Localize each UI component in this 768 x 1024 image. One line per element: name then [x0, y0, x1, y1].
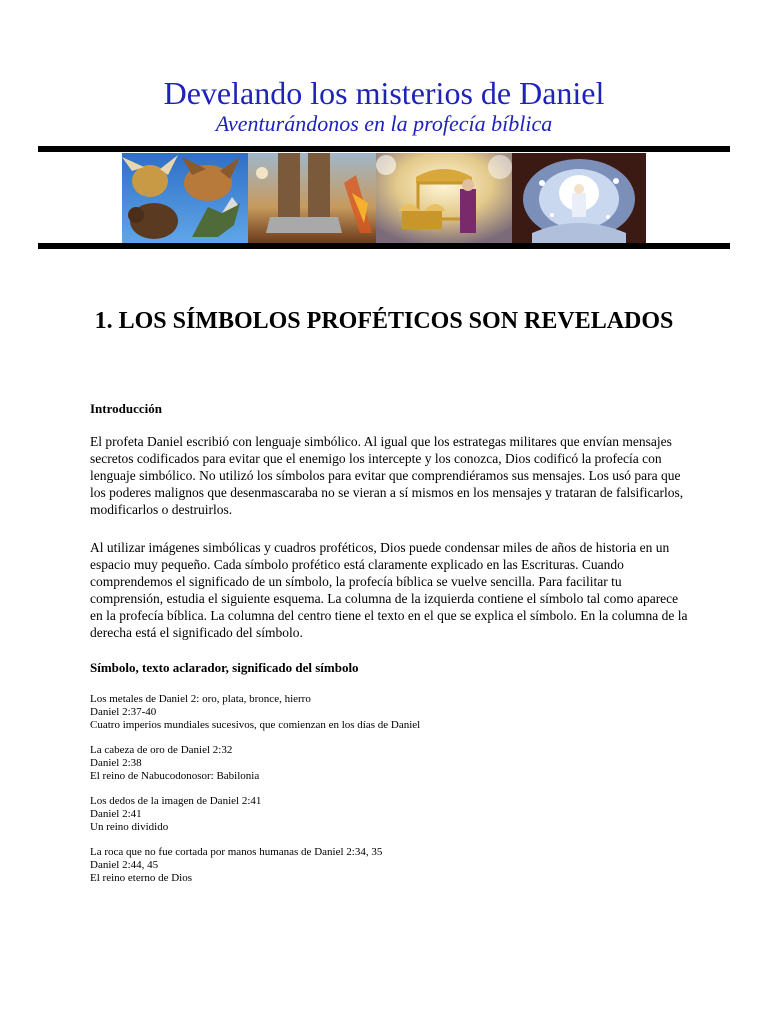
symbol-cell: La roca que no fue cortada por manos humanas de Daniel 2:34, 35: [90, 846, 383, 858]
list-item: [90, 693, 690, 732]
symbol-cell: Los metales de Daniel 2: oro, plata, bronce, hierro: [90, 693, 311, 705]
meaning-cell: Cuatro imperios mundiales sucesivos, que comienzan en los días de Daniel: [90, 719, 421, 731]
meaning-cell: El reino eterno de Dios: [90, 872, 193, 884]
text-cell: Daniel 2:38: [90, 757, 142, 769]
table-label: Símbolo, texto aclarador, significado del símbolo: [90, 660, 359, 675]
lesson-heading: 1. LOS SÍMBOLOS PROFÉTICOS SON REVELADOS: [94, 308, 674, 334]
text-cell: Daniel 2:37-40: [90, 706, 157, 718]
document-title: Develando los misterios de Daniel: [163, 75, 605, 111]
heavenly-throne-image: [512, 153, 646, 243]
list-item: [90, 795, 690, 834]
statue-feet-image: [248, 153, 376, 243]
banner-image-strip: [122, 153, 646, 243]
text-cell: Daniel 2:41: [90, 808, 142, 820]
symbol-cell: Los dedos de la imagen de Daniel 2:41: [90, 795, 262, 807]
document-subtitle: Aventurándonos en la profecía bíblica: [215, 111, 553, 136]
list-item: [90, 846, 690, 885]
banner-top-rule: [38, 146, 730, 152]
intro-paragraph: El profeta Daniel escribió con lenguaje simbólico. Al igual que los estrategas militares que envían mensajes secretos codificados para evitar que el enemigo los intercepte y los conozca, Dios codificó la profecía con lenguaje simbólico. No utilizó los símbolos para evitar que comprendiéramos sus mensajes. Los usó para que los poderes malignos que desenmascaraba no se vieran a sí mismos en los mensajes y trataran de falsificarlos, modificarlos o destruirlos.: [90, 434, 684, 517]
intro-label: Introducción: [90, 401, 162, 416]
symbols-list: [90, 693, 690, 897]
symbol-cell: La cabeza de oro de Daniel 2:32: [90, 744, 233, 756]
text-cell: Daniel 2:44, 45: [90, 859, 159, 871]
second-paragraph: Al utilizar imágenes simbólicas y cuadros proféticos, Dios puede condensar miles de años de historia en un espacio muy pequeño. Cada símbolo profético está claramente explicado en las Escrituras. Cuando comprendemos el significado de un símbolo, la profecía bíblica se vuelve sencilla. Para facilitar tu comprensión, estudia el siguiente esquema. La columna de la izquierda contiene el símbolo tal como aparece en la profecía bíblica. La columna del centro tiene el texto en el que se explica el símbolo. En la columna de la derecha está el significado del símbolo.: [90, 540, 688, 640]
banner-bottom-rule: [38, 243, 730, 249]
list-item: [90, 744, 690, 783]
meaning-cell: Un reino dividido: [90, 821, 169, 833]
beasts-of-daniel-7-image: [122, 153, 248, 243]
ark-of-covenant-image: [376, 153, 512, 243]
meaning-cell: El reino de Nabucodonosor: Babilonia: [90, 770, 260, 782]
